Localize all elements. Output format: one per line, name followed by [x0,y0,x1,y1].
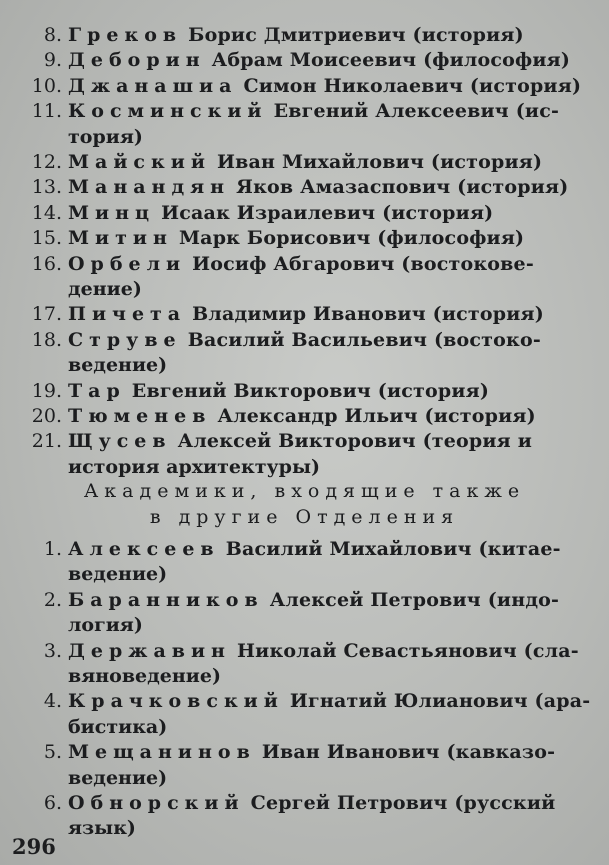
item-number: 4. [43,690,62,713]
item-number: 2. [43,588,62,611]
item-number: 19. [31,379,62,402]
page-number: 296 [12,834,56,859]
continuation-line: вяноведение) [68,665,221,687]
item-number: 11. [31,100,62,123]
item-number: 15. [31,227,62,250]
given-name-and-field: Евгений Алексеевич (ис- [273,100,560,123]
given-name-and-field: Василий Васильевич (востоко- [187,328,541,351]
list-item [6,378,598,404]
surname: Джанашиа [68,74,238,97]
item-number: 16. [31,252,62,275]
list-item [6,149,598,175]
continuation-line: ведение) [68,563,168,586]
given-name-and-field: Алексей Викторович (теория и [177,430,533,453]
surname: Обнорский [68,792,245,814]
continuation-line: язык) [68,817,136,840]
item-number: 9. [43,49,62,72]
given-name-and-field: Владимир Иванович (история) [192,303,544,326]
surname: Митин [68,227,173,250]
given-name-and-field: Абрам Моисеевич (философия) [211,49,571,72]
surname: Тар [68,379,126,402]
given-name-and-field: Василий Михайлович (китае- [225,538,561,560]
given-name-and-field: Евгений Викторович (история) [131,379,490,402]
given-name-and-field: Иосиф Абгарович (востокове- [192,252,534,275]
surname: Деборин [68,49,206,72]
item-number: 12. [31,151,62,173]
given-name-and-field: Марк Борисович (философия) [178,227,525,250]
list-item [6,47,598,73]
list-item [6,428,598,454]
continuation-line: история архитектуры) [68,455,320,478]
item-number: 3. [43,639,62,662]
list-item [6,638,598,664]
item-number: 6. [43,792,62,814]
list-item [6,174,598,200]
given-name-and-field: Иван Иванович (кавказо- [261,741,556,764]
list-item [6,403,598,429]
list-item [6,739,598,765]
item-number: 21. [31,430,62,453]
given-name-and-field: Николай Севастьянович (сла- [237,639,579,662]
item-number: 18. [31,328,62,351]
surname: Крачковский [68,690,284,713]
list-item [6,301,598,327]
given-name-and-field: Алексей Петрович (индо- [269,588,560,611]
list-item [6,200,598,226]
list-item [6,688,598,714]
list-item [6,251,598,277]
list-item [6,22,598,48]
given-name-and-field: Исаак Израилевич (история) [161,201,494,224]
item-number: 13. [31,176,62,199]
continuation-line: ведение) [68,766,168,789]
surname: Минц [68,201,156,224]
given-name-and-field: Сергей Петрович (русский [250,792,556,814]
continuation-line: логия) [68,614,143,637]
surname: Греков [68,24,183,46]
surname: Майский [68,151,211,173]
section-heading-line1: Академики, входящие также [83,480,526,502]
surname: Орбели [68,252,187,275]
list-item [6,536,598,562]
given-name-and-field: Александр Ильич (история) [217,405,536,427]
item-number: 17. [31,303,62,326]
surname: Пичета [68,303,187,326]
item-number: 10. [31,74,62,97]
continuation-line: тория) [68,125,143,148]
item-number: 8. [43,24,62,46]
surname: Тюменев [68,405,212,427]
given-name-and-field: Игнатий Юлианович (ара- [289,690,591,713]
item-number: 5. [43,741,62,764]
surname: Манандян [68,176,231,199]
surname: Щусев [68,430,172,453]
given-name-and-field: Борис Дмитриевич (история) [188,24,524,46]
surname: Баранников [68,588,264,611]
list-item [6,790,598,816]
surname: Косминский [68,100,268,123]
list-item [6,73,598,99]
continuation-line: бистика) [68,715,168,738]
list-item [6,98,598,124]
item-number: 20. [31,405,62,427]
given-name-and-field: Яков Амазаспович (история) [236,176,569,199]
given-name-and-field: Симон Николаевич (история) [243,74,582,97]
list-item [6,587,598,613]
list-item [6,327,598,353]
surname: Струве [68,328,182,351]
surname: Мещанинов [68,741,256,764]
section-heading-line2: в другие Отделения [149,506,460,528]
surname: Державин [68,639,231,662]
item-number: 1. [43,538,62,560]
continuation-line: дение) [68,278,142,300]
list-item [6,225,598,251]
surname: Алексеев [68,538,220,560]
continuation-line: ведение) [68,354,168,377]
item-number: 14. [31,201,62,224]
given-name-and-field: Иван Михайлович (история) [216,151,543,173]
